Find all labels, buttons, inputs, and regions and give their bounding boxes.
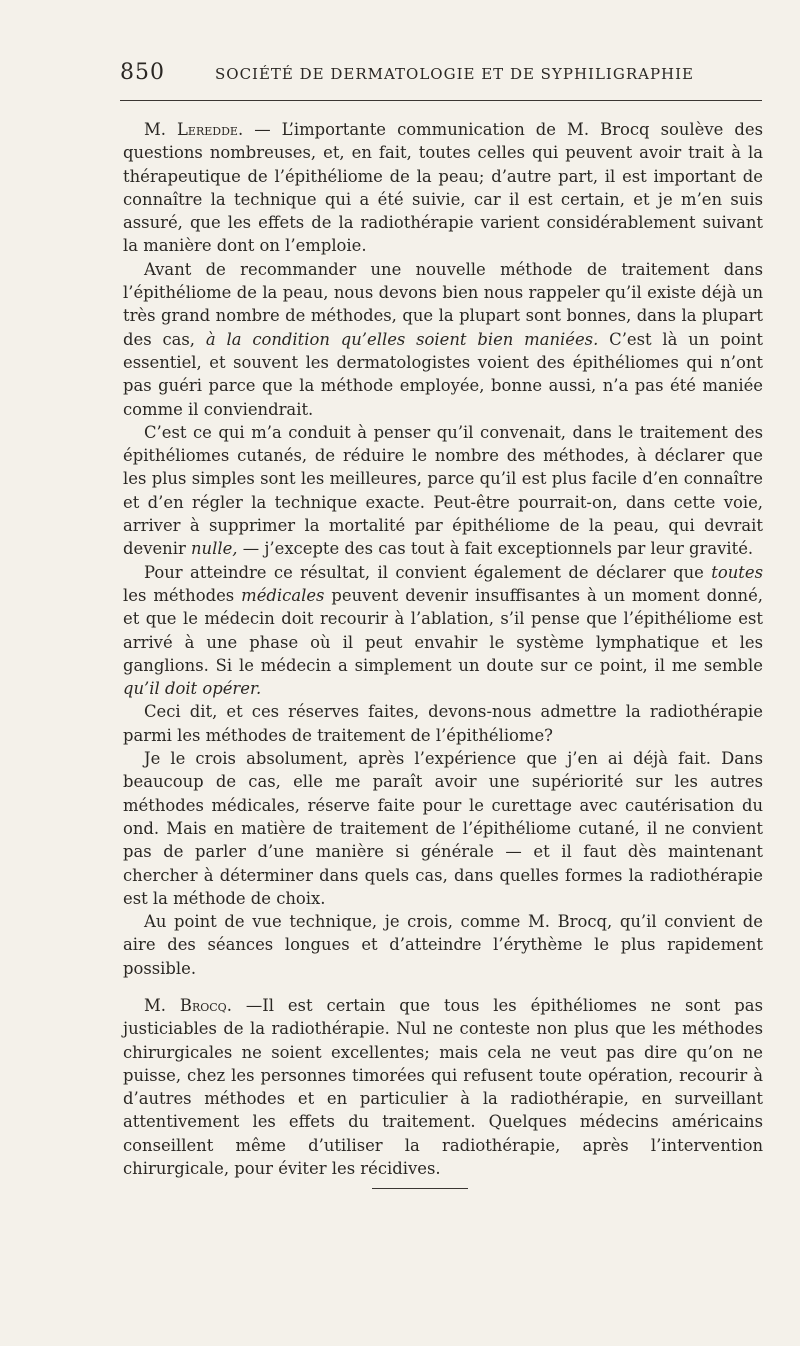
speaker-name: M. Brocq. bbox=[144, 995, 232, 1015]
paragraph-text: Je le crois absolument, après l’expérience que j’en ai déjà fait. Dans beaucoup de cas, elle me paraît avoir une supériorité sur les autres méthodes médicales, réserve faite pour le curettage avec cautérisation du ond. Mais en matière de traitement de l’épithéliome cutané, il ne convient pas de parler d’une manière si générale — et il faut dès maintenant chercher à déterminer dans quels cas, dans quelles formes la radiothérapie est la méthode de choix. bbox=[123, 749, 763, 908]
paragraph-text: Pour atteindre ce résultat, il convient également de déclarer que bbox=[144, 562, 712, 582]
paragraph-text: peuvent devenir insuffisantes à un moment donné, et que le médecin doit recourir à l’ablation, s’il pense que l’épithéliome est arrivé à une phase où il peut envahir le système lymphatique et les ganglions. Si le médecin a simplement un doute sur ce point, il me semble bbox=[123, 585, 764, 675]
emphasis-text: nulle, bbox=[191, 539, 238, 559]
paragraph-technique bbox=[123, 910, 763, 980]
paragraph-text: Avant de recommander une nouvelle méthode de traitement dans l’épithéliome de la peau, nous devons bien nous rappeler qu’il existe déjà un très grand nombre de méthodes, que la plupart sont bonnes, dans la plupart des cas, bbox=[123, 259, 763, 349]
header-rule bbox=[120, 100, 762, 101]
body-text bbox=[123, 118, 763, 1180]
paragraph-leredde-intro bbox=[123, 118, 763, 258]
emphasis-text: qu’il doit opérer. bbox=[123, 679, 262, 699]
paragraph-experience bbox=[123, 747, 763, 910]
paragraph-text: Au point de vue technique, je crois, comme M. Brocq, qu’il convient de aire des séances longues et d’atteindre l’érythème le plus rapidement possible. bbox=[123, 912, 763, 978]
page-header bbox=[120, 60, 760, 85]
paragraph-methods bbox=[123, 258, 763, 421]
paragraph-question bbox=[123, 700, 763, 747]
paragraph-text: — j’excepte des cas tout à fait exceptionnels par leur gravité. bbox=[237, 539, 754, 559]
paragraph-brocq-reply bbox=[123, 994, 763, 1180]
paragraph-text: C’est là un point essentiel, et souvent les dermatologistes voient des épithéliomes qui n’ont pas guéri parce que la méthode employée, bonne aussi, n’a pas été maniée comme il conviendrait. bbox=[123, 329, 763, 419]
paragraph-text: — L’importante communication de M. Brocq soulève des questions nombreuses, et, en fait, toutes celles qui peuvent avoir trait à la thérapeutique de l’épithéliome de la peau; d’autre part, il est important de connaître la technique qui a été suivie, car il est certain, et je m’en suis assuré, que les effets de la radiothérapie varient considérablement suivant la manière dont on l’emploie. bbox=[123, 120, 763, 256]
running-head: SOCIÉTÉ DE DERMATOLOGIE ET DE SYPHILIGRAPHIE bbox=[215, 65, 695, 83]
emphasis-text: toutes bbox=[711, 562, 763, 582]
paragraph-text: Ceci dit, et ces réserves faites, devons-nous admettre la radiothérapie parmi les méthodes de traitement de l’épithéliome? bbox=[123, 702, 763, 745]
paragraph-reduce-methods bbox=[123, 421, 763, 561]
speaker-name: M. Leredde. bbox=[144, 120, 244, 139]
emphasis-text: médicales bbox=[241, 585, 325, 605]
paragraph-text: C’est ce qui m’a conduit à penser qu’il convenait, dans le traitement des épithéliomes cutanés, de réduire le nombre des méthodes, à déclarer que les plus simples sont les meilleures, parce qu’il est plus facile d’en connaître et d’en régler la technique exacte. Peut-être pourrait-on, dans cette voie, arriver à supprimer la mortalité par épithéliome de la peau, qui devrait devenir bbox=[123, 422, 763, 559]
paragraph-text: —Il est certain que tous les épithéliomes ne sont pas justiciables de la radiothérapie. Nul ne conteste non plus que les méthodes chirurgicales ne soient excellentes; mais cela ne veut pas dire qu’on ne puisse, chez les personnes timorées qui refusent toute opération, recourir à d’autres méthodes et en particulier à la radiothérapie, en surveillant attentivement les effets du traitement. Quelques médecins américains conseillent même d’utiliser la radiothérapie, après l’intervention chirurgicale, pour éviter les récidives. bbox=[123, 995, 763, 1179]
section-end-rule bbox=[372, 1188, 468, 1189]
emphasis-text: à la condition qu’elles soient bien maniées. bbox=[205, 329, 599, 349]
paragraph-ablation bbox=[123, 561, 763, 701]
paragraph-text: les méthodes bbox=[123, 585, 242, 605]
page-number: 850 bbox=[120, 60, 165, 85]
